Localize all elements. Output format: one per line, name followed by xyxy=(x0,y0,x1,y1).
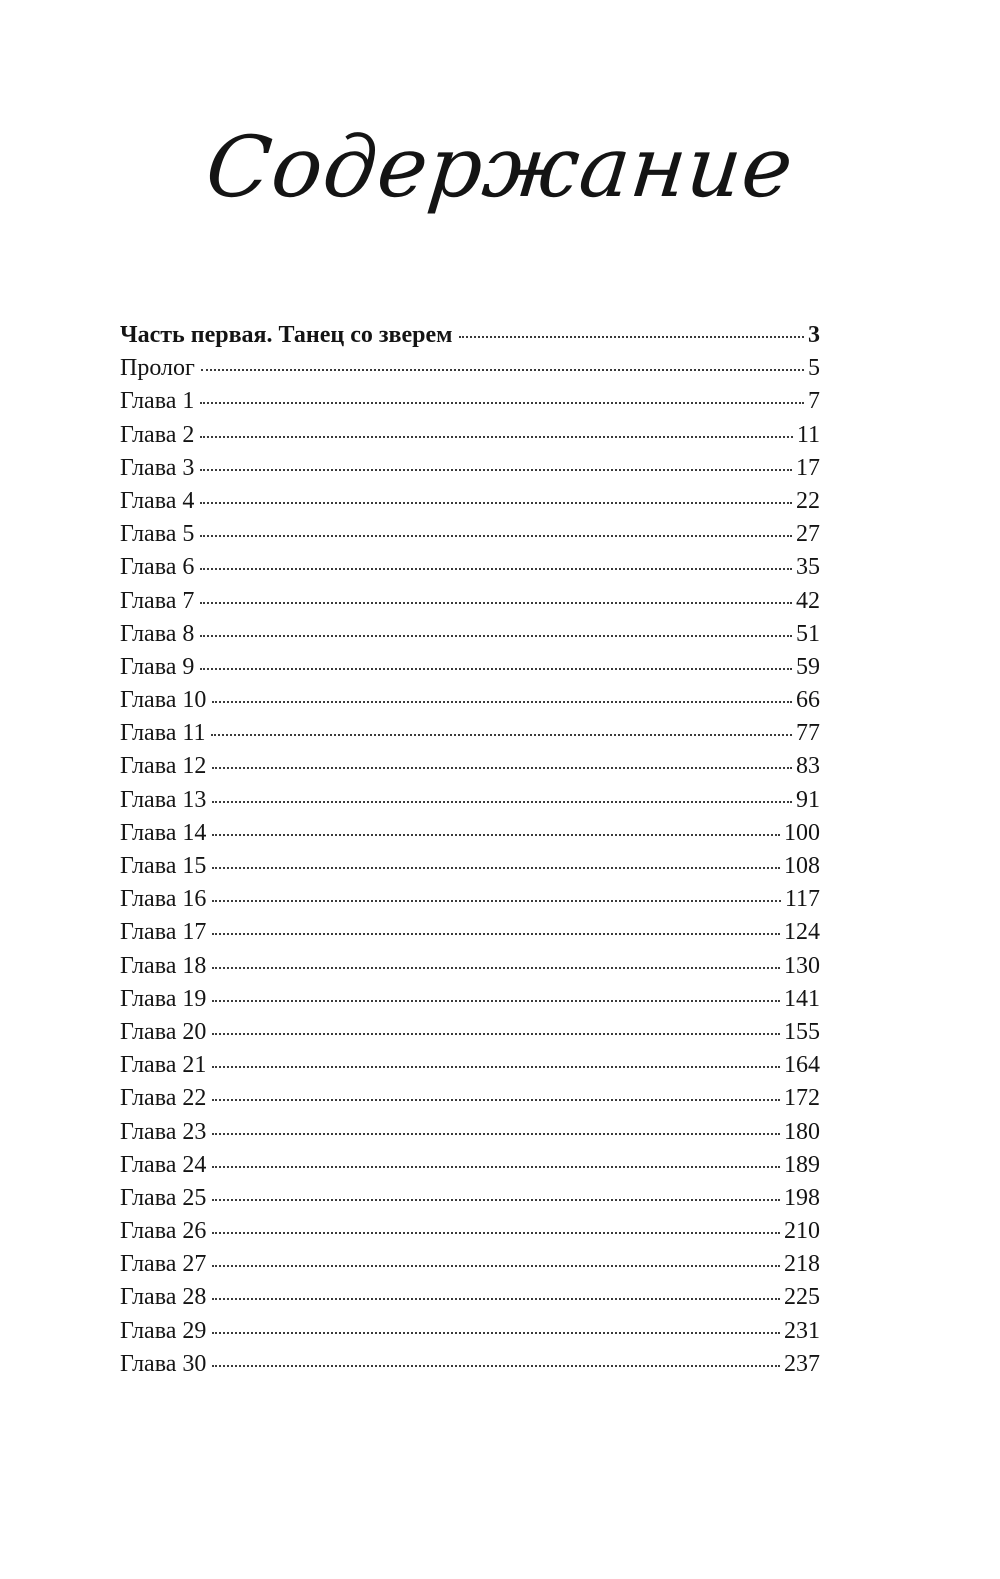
toc-entry-page-number: 27 xyxy=(796,521,820,548)
dot-leader xyxy=(201,369,804,371)
toc-entry xyxy=(120,1019,820,1052)
toc-entry-label: Глава 14 xyxy=(120,819,207,846)
dot-leader xyxy=(212,1033,780,1035)
toc-entry-page-number: 155 xyxy=(784,1018,820,1045)
toc-entry-page-number: 22 xyxy=(796,487,820,514)
toc-entry-label: Часть первая. Танец со зверем xyxy=(120,322,453,348)
toc-entry xyxy=(120,753,820,786)
toc-entry xyxy=(120,488,820,521)
toc-entry xyxy=(120,654,820,687)
dot-leader xyxy=(200,436,793,438)
toc-entry-label: Глава 11 xyxy=(120,720,206,747)
toc-entry-label: Глава 9 xyxy=(120,653,195,680)
toc-entry-label: Глава 23 xyxy=(120,1118,207,1145)
toc-entry-page-number: 35 xyxy=(796,554,820,581)
toc-entry-label: Глава 1 xyxy=(120,388,195,415)
toc-entry-page-number: 210 xyxy=(784,1218,820,1245)
dot-leader xyxy=(212,1000,780,1002)
toc-entry xyxy=(120,720,820,753)
dot-leader xyxy=(200,635,792,637)
toc-entry-page-number: 189 xyxy=(784,1151,820,1178)
dot-leader xyxy=(212,1166,780,1168)
toc-entry-page-number: 11 xyxy=(796,421,820,448)
toc-entry xyxy=(120,1119,820,1152)
toc-entry-page-number: 225 xyxy=(784,1284,820,1311)
toc-entry-page-number: 124 xyxy=(784,919,820,946)
toc-entry-page-number: 51 xyxy=(796,620,820,647)
toc-entry-label: Глава 2 xyxy=(120,421,195,448)
dot-leader xyxy=(212,1232,780,1234)
toc-entry-label: Глава 4 xyxy=(120,487,195,514)
toc-entry-label: Глава 12 xyxy=(120,753,207,780)
toc-entry-label: Глава 20 xyxy=(120,1018,207,1045)
toc-entry-label: Глава 6 xyxy=(120,554,195,581)
toc-entry xyxy=(120,422,820,455)
toc-entry xyxy=(120,820,820,853)
dot-leader xyxy=(200,535,792,537)
toc-entry xyxy=(120,953,820,986)
dot-leader xyxy=(211,734,792,736)
dot-leader xyxy=(200,602,792,604)
toc-entry-label: Глава 5 xyxy=(120,521,195,548)
dot-leader xyxy=(212,1199,780,1201)
toc-entry-label: Глава 29 xyxy=(120,1317,207,1344)
toc-entry-page-number: 17 xyxy=(796,454,820,481)
toc-entry xyxy=(120,687,820,720)
toc-entry xyxy=(120,388,820,421)
dot-leader xyxy=(212,801,792,803)
toc-entry-page-number: 117 xyxy=(784,886,820,913)
dot-leader xyxy=(212,867,780,869)
toc-entry-page-number: 59 xyxy=(796,653,820,680)
toc-entry-page-number: 130 xyxy=(784,952,820,979)
toc-entry-page-number: 141 xyxy=(784,985,820,1012)
toc-entry xyxy=(120,1318,820,1351)
toc-entry xyxy=(120,886,820,919)
toc-entry-page-number: 42 xyxy=(796,587,820,614)
toc-entry xyxy=(120,986,820,1019)
dot-leader xyxy=(200,568,792,570)
dot-leader xyxy=(212,767,792,769)
toc-entry-page-number: 164 xyxy=(784,1052,820,1079)
toc-entry-page-number: 91 xyxy=(796,786,820,813)
table-of-contents xyxy=(120,322,820,1384)
dot-leader xyxy=(459,336,805,338)
toc-entry-label: Глава 26 xyxy=(120,1218,207,1245)
dot-leader xyxy=(212,967,780,969)
toc-entry-page-number: 7 xyxy=(808,388,820,415)
page-title: Содержание xyxy=(201,118,799,216)
toc-entry xyxy=(120,521,820,554)
toc-entry-label: Глава 22 xyxy=(120,1085,207,1112)
toc-entry-page-number: 172 xyxy=(784,1085,820,1112)
toc-entry xyxy=(120,621,820,654)
toc-entry-label: Пролог xyxy=(120,355,195,382)
toc-entry-page-number: 100 xyxy=(784,819,820,846)
toc-entry-page-number: 108 xyxy=(784,853,820,879)
toc-entry-page-number: 198 xyxy=(784,1184,820,1211)
toc-entry xyxy=(120,1152,820,1185)
dot-leader xyxy=(212,1332,780,1334)
dot-leader xyxy=(212,1133,780,1135)
toc-entry xyxy=(120,853,820,886)
toc-entry-label: Глава 25 xyxy=(120,1184,207,1211)
toc-part-entry xyxy=(120,322,820,355)
toc-entry xyxy=(120,1251,820,1284)
toc-entry-label: Глава 27 xyxy=(120,1251,207,1278)
dot-leader xyxy=(212,1298,780,1300)
toc-entry-page-number: 180 xyxy=(784,1118,820,1145)
toc-entry xyxy=(120,919,820,952)
toc-entry xyxy=(120,1218,820,1251)
toc-entry xyxy=(120,787,820,820)
toc-entry-label: Глава 21 xyxy=(120,1052,207,1079)
toc-entry xyxy=(120,1052,820,1085)
toc-entry-label: Глава 10 xyxy=(120,687,207,714)
toc-entry-label: Глава 18 xyxy=(120,952,207,979)
toc-entry-label: Глава 3 xyxy=(120,454,195,481)
dot-leader xyxy=(200,402,804,404)
toc-entry xyxy=(120,554,820,587)
toc-entry-label: Глава 17 xyxy=(120,919,207,946)
toc-entry xyxy=(120,1351,820,1384)
toc-entry-page-number: 231 xyxy=(784,1317,820,1344)
toc-entry xyxy=(120,1185,820,1218)
toc-entry xyxy=(120,1284,820,1317)
dot-leader xyxy=(212,1099,780,1101)
toc-entry-page-number: 3 xyxy=(808,322,820,348)
dot-leader xyxy=(212,1265,780,1267)
toc-entry-label: Глава 13 xyxy=(120,786,207,813)
toc-entry xyxy=(120,455,820,488)
dot-leader xyxy=(200,502,792,504)
dot-leader xyxy=(212,701,792,703)
dot-leader xyxy=(200,668,792,670)
toc-entry-page-number: 66 xyxy=(796,687,820,714)
toc-entry-label: Глава 28 xyxy=(120,1284,207,1311)
toc-entry-page-number: 237 xyxy=(784,1350,820,1377)
toc-entry xyxy=(120,588,820,621)
dot-leader xyxy=(212,933,780,935)
dot-leader xyxy=(212,834,780,836)
toc-entry-page-number: 77 xyxy=(796,720,820,747)
toc-entry-label: Глава 15 xyxy=(120,853,207,879)
dot-leader xyxy=(200,469,792,471)
dot-leader xyxy=(212,1365,780,1367)
toc-entry-label: Глава 8 xyxy=(120,620,195,647)
dot-leader xyxy=(212,900,781,902)
toc-entry-label: Глава 24 xyxy=(120,1151,207,1178)
toc-entry-page-number: 5 xyxy=(808,355,820,382)
toc-entry-label: Глава 19 xyxy=(120,985,207,1012)
dot-leader xyxy=(212,1066,780,1068)
toc-entry xyxy=(120,1085,820,1118)
toc-entry xyxy=(120,355,820,388)
toc-entry-page-number: 83 xyxy=(796,753,820,780)
toc-entry-label: Глава 16 xyxy=(120,886,207,913)
toc-entry-label: Глава 30 xyxy=(120,1350,207,1377)
toc-entry-label: Глава 7 xyxy=(120,587,195,614)
toc-entry-page-number: 218 xyxy=(784,1251,820,1278)
